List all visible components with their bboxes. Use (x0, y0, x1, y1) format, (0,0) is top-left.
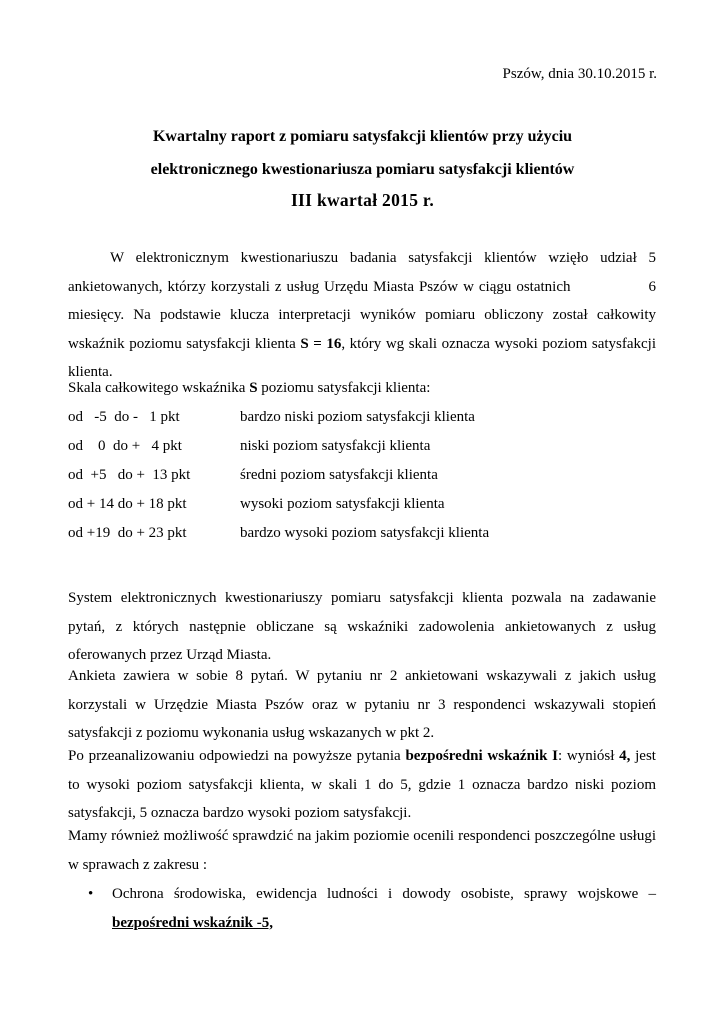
scale-label: niski poziom satysfakcji klienta (240, 438, 431, 454)
scale-label: wysoki poziom satysfakcji klienta (240, 496, 445, 512)
scale-range: od 0 do + 4 pkt (68, 438, 182, 454)
scale-range: od +5 do + 13 pkt (68, 467, 191, 483)
bullet-icon: • (88, 886, 94, 902)
title-line-2: elektronicznego kwestionariusza pomiaru satysfakcji klientów (150, 161, 575, 178)
scale-range: od + 14 do + 18 pkt (68, 496, 187, 512)
intro-paragraph (68, 244, 656, 387)
s-value: S = 16 (300, 335, 342, 352)
scale-heading: Skala całkowitego wskaźnika S poziomu satysfakcji klienta: (68, 380, 431, 396)
list-item (88, 880, 656, 937)
title-quarter: III kwartał 2015 r. (290, 190, 435, 210)
scale-row (68, 525, 489, 542)
check-paragraph: Mamy również możliwość sprawdzić na jakim poziomie ocenili respondenci poszczególne usługi w sprawach z zakresu : (68, 828, 656, 873)
scale-row (68, 496, 445, 513)
date-line: Pszów, dnia 30.10.2015 r. (502, 66, 657, 82)
bullet-indicator: bezpośredni wskaźnik -5, (112, 914, 274, 931)
direct-indicator-label: bezpośredni wskaźnik I (405, 748, 559, 764)
title-line-1: Kwartalny raport z pomiaru satysfakcji klientów przy użyciu (152, 128, 573, 145)
survey-paragraph: Ankieta zawiera w sobie 8 pytań. W pytaniu nr 2 ankietowani wskazywali z jakich usług korzystali w Urzędzie Miasta Pszów oraz w pytaniu nr 3 respondenci wskazywali stopień satysfakcji z poziomu wykonania usług wskazanych w pkt 2. (68, 668, 656, 741)
scale-row (68, 467, 438, 484)
intro-text-3: , który wg skali oznacza wysoki poziom satysfakcji klienta. (68, 335, 657, 380)
scale-label: bardzo wysoki poziom satysfakcji klienta (240, 525, 490, 541)
intro-text-1: W elektronicznym kwestionariuszu badania satysfakcji klientów wzięło udział 5 ankietowanych, którzy korzystali z usług Urzędu Miasta Pszów w ciągu ostatnich (68, 250, 656, 295)
scale-label: średni poziom satysfakcji klienta (240, 467, 438, 483)
scale-row (68, 438, 430, 455)
scale-range: od -5 do - 1 pkt (68, 409, 180, 425)
direct-indicator-value: 4, (619, 748, 631, 764)
analysis-paragraph: Po przeanalizowaniu odpowiedzi na powyższe pytania bezpośredni wskaźnik I: wyniósł 4, jest to wysoki poziom satysfakcji klienta, w skali 1 do 5, gdzie 1 oznacza bardzo niski poziom satysfakcji, 5 oznacza bardzo wysoki poziom satysfakcji. (68, 748, 656, 821)
bullet-text: Ochrona środowiska, ewidencja ludności i dowody osobiste, sprawy wojskowe – (112, 886, 656, 902)
scale-row (68, 409, 475, 426)
scale-range: od +19 do + 23 pkt (68, 525, 187, 541)
scale-label: bardzo niski poziom satysfakcji klienta (240, 409, 475, 425)
intro-text-2: 6 miesięcy. Na podstawie klucza interpretacji wyników pomiaru obliczony został całkowity wskaźnik poziomu satysfakcji klienta (68, 278, 656, 352)
system-paragraph: System elektronicznych kwestionariuszy pomiaru satysfakcji klienta pozwala na zadawanie pytań, z których następnie obliczane są wskaźniki zadowolenia ankietowanych z usług oferowanych przez Urząd Miasta. (68, 590, 656, 663)
